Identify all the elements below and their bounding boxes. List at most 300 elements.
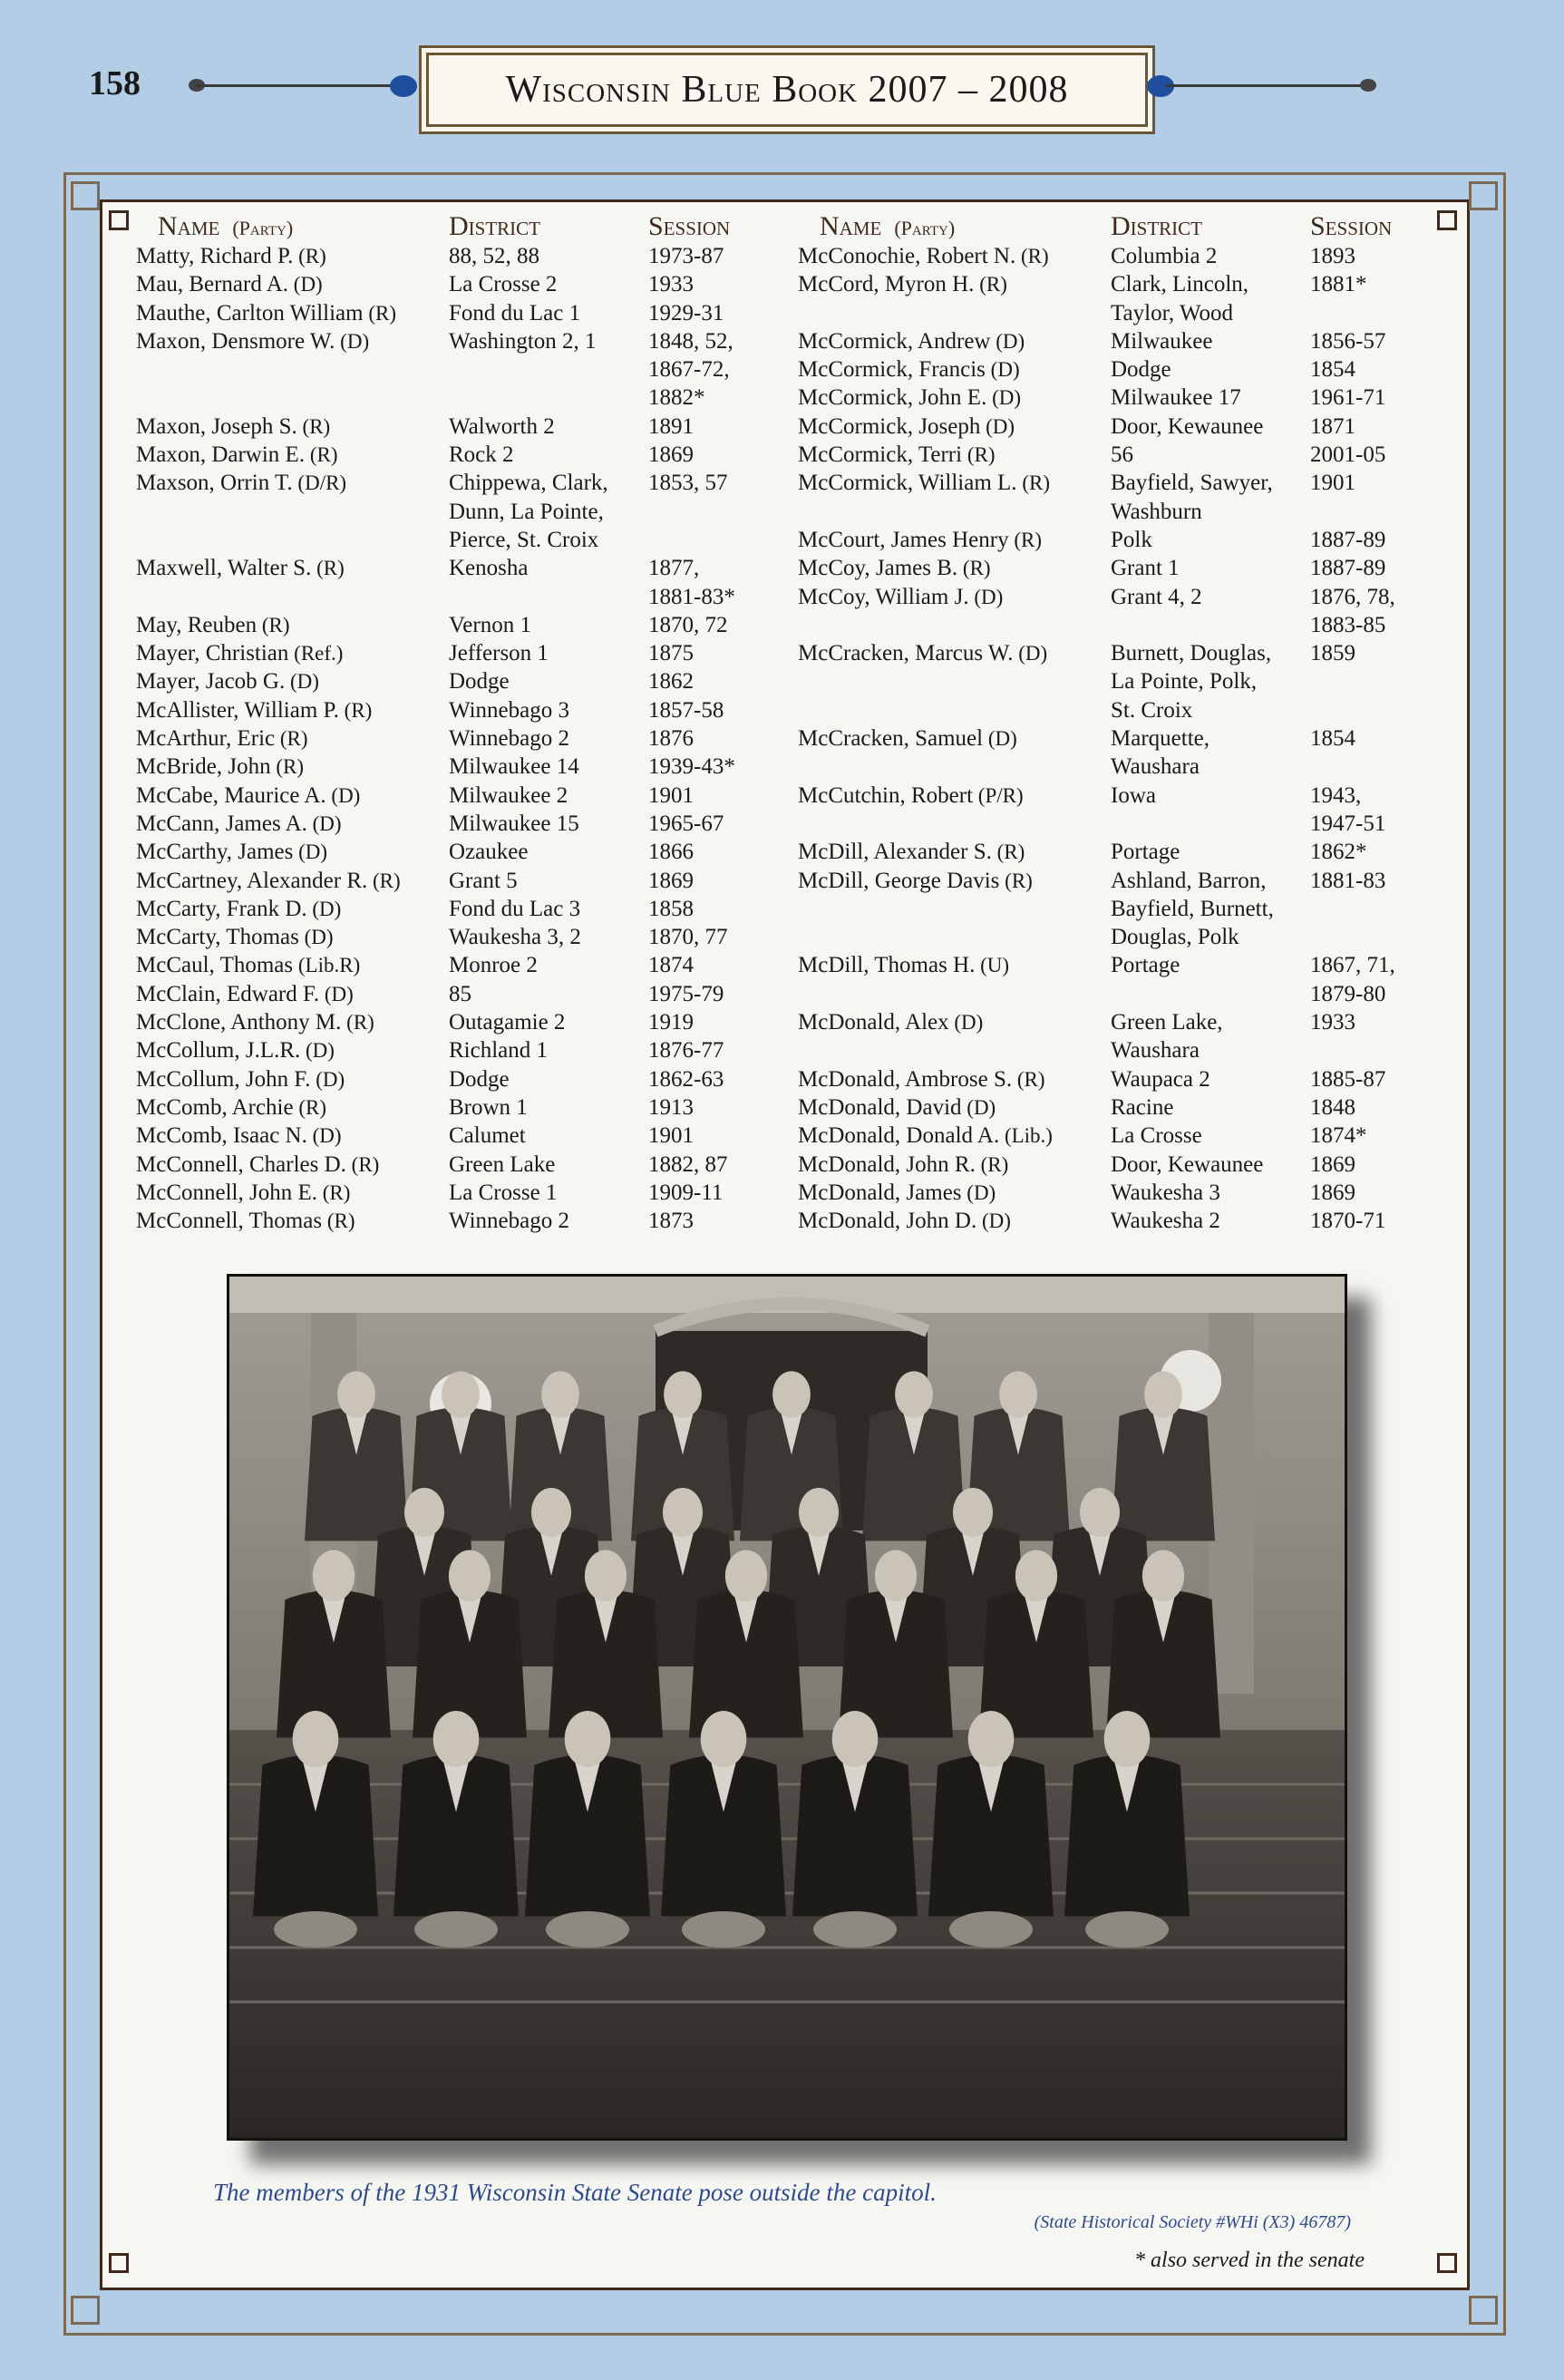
header-session: Session (1310, 211, 1393, 241)
district: Milwaukee 15 (449, 811, 579, 836)
table-row (136, 1151, 762, 1179)
session: 1973-87 (648, 244, 724, 268)
session: 1893 (1310, 244, 1355, 268)
table-row (136, 951, 762, 979)
session: 1876-77 (648, 1038, 724, 1064)
party: (R) (317, 1180, 351, 1204)
legislator-name: McCormick, Terri (R) (798, 442, 996, 468)
table-row (136, 1008, 762, 1036)
frame-corner (71, 2296, 100, 2325)
party: (R) (1012, 1067, 1045, 1091)
session: 1870, 77 (648, 925, 728, 950)
header-district: District (449, 211, 540, 241)
legislator-name: McCabe, Maurice A. (D) (136, 782, 361, 808)
table-row (798, 327, 1423, 355)
legislator-name: McCormick, Joseph (D) (798, 413, 1015, 439)
party: (D) (335, 329, 370, 353)
district: Waukesha 3, 2 (449, 925, 581, 950)
photo-caption: The members of the 1931 Wisconsin State Senate pose outside the capitol. (213, 2179, 937, 2206)
session: 1854 (1310, 726, 1355, 752)
session: 1869 (648, 442, 694, 468)
district: Columbia 2 (1111, 244, 1218, 268)
session: 1891 (648, 413, 694, 439)
legislator-name: Maxwell, Walter S. (R) (136, 556, 345, 581)
table-row (798, 639, 1423, 724)
session: 1929-31 (648, 300, 724, 325)
party: (R) (974, 273, 1007, 296)
table-row (798, 554, 1423, 582)
party: (D) (976, 1209, 1011, 1233)
party: (D) (285, 670, 319, 694)
session: 1901 (648, 782, 694, 808)
legislator-name: McCormick, William L. (R) (798, 471, 1050, 496)
table-row (136, 441, 762, 469)
district: Milwaukee 17 (1111, 385, 1241, 411)
session: 1901 (648, 1123, 694, 1149)
table-row (798, 441, 1423, 469)
table-row (136, 327, 762, 413)
panel-corner (1437, 210, 1457, 230)
session: 1848, 52, 1867-72, 1882* (648, 328, 733, 411)
legislator-name: Mau, Bernard A. (D) (136, 272, 323, 297)
district: Iowa (1111, 782, 1156, 808)
session: 1933 (648, 272, 694, 297)
district: Grant 5 (449, 868, 518, 893)
session: 1961-71 (1310, 385, 1386, 411)
district: Waukesha 3 (1111, 1180, 1220, 1205)
table-header (136, 204, 762, 242)
party: (D) (298, 926, 334, 949)
district: Grant 1 (1111, 556, 1180, 581)
table-row (798, 1151, 1423, 1179)
session: 1869 (1310, 1180, 1355, 1205)
session: 1853, 57 (648, 471, 728, 496)
district: La Crosse 1 (449, 1180, 558, 1205)
session: 1933 (1310, 1010, 1355, 1035)
district: Portage (1111, 953, 1180, 978)
party: (D) (948, 1011, 984, 1035)
district: Burnett, Douglas, La Pointe, Polk, St. Croix (1111, 641, 1272, 723)
district: Ashland, Barron, Bayfield, Burnett, Douglas, Polk (1111, 868, 1274, 950)
legislator-name: McCollum, J.L.R. (D) (136, 1038, 335, 1064)
party: (D/R) (292, 471, 347, 495)
legislator-name: McDill, George Davis (R) (798, 868, 1033, 893)
table-rows-left (136, 242, 762, 1235)
legislator-name: McCourt, James Henry (R) (798, 527, 1043, 552)
legislator-name: McCaul, Thomas (Lib.R) (136, 953, 361, 978)
legislator-name: McConnell, Thomas (R) (136, 1209, 355, 1234)
session: 1876, 78, 1883-85 (1310, 584, 1395, 637)
table-row (136, 895, 762, 923)
district: Polk (1111, 527, 1152, 552)
table-row (798, 1093, 1423, 1122)
table-row (798, 242, 1423, 270)
page-number: 158 (89, 64, 141, 102)
party: (D) (961, 1180, 996, 1204)
table-row (136, 1093, 762, 1122)
party: (D) (985, 358, 1020, 382)
legislator-name: McConnell, John E. (R) (136, 1180, 351, 1205)
session: 1871 (1310, 413, 1355, 439)
table-row (136, 413, 762, 441)
header-party: (Party) (894, 217, 956, 239)
legislator-name: McClain, Edward F. (D) (136, 981, 354, 1006)
session: 1887-89 (1310, 556, 1386, 581)
table-column-left (136, 204, 762, 1235)
district: Milwaukee 14 (449, 754, 579, 780)
legislator-name: McDonald, John D. (D) (798, 1209, 1011, 1234)
table-row (136, 923, 762, 951)
table-row (798, 1122, 1423, 1150)
header-rule-left (195, 84, 399, 87)
party: (P/R) (973, 783, 1024, 807)
session: 1887-89 (1310, 527, 1386, 552)
header-name: Name (820, 211, 882, 241)
legislator-name: McDill, Alexander S. (R) (798, 840, 1025, 865)
district: Ozaukee (449, 840, 529, 865)
district: Grant 4, 2 (1111, 584, 1202, 609)
party: (D) (319, 982, 354, 1005)
table-row (136, 667, 762, 695)
district: Walworth 2 (449, 413, 555, 439)
header-district: District (1111, 211, 1202, 241)
party: (D) (306, 811, 342, 835)
session: 1869 (648, 868, 694, 893)
legislator-name: McBride, John (R) (136, 754, 305, 780)
legislator-name: Mayer, Christian (Ref.) (136, 641, 344, 666)
legislator-name: McDonald, Donald A. (Lib.) (798, 1123, 1053, 1149)
party: (R) (975, 1152, 1009, 1176)
frame-corner (1469, 2296, 1498, 2325)
session: 1862 (648, 669, 694, 695)
table-row (136, 554, 762, 611)
district: Door, Kewaunee (1111, 1151, 1264, 1177)
district: La Crosse (1111, 1123, 1202, 1149)
district: Milwaukee (1111, 328, 1213, 354)
session: 1939-43* (648, 754, 735, 780)
legislator-name: McCracken, Marcus W. (D) (798, 641, 1048, 666)
legislator-name: McCormick, John E. (D) (798, 385, 1022, 411)
session: 1856-57 (1310, 328, 1386, 354)
legislator-name: Maxson, Orrin T. (D/R) (136, 471, 347, 496)
table-row (798, 838, 1423, 866)
party: (R) (275, 727, 308, 751)
session: 1965-67 (648, 811, 724, 836)
district: Marquette, Waushara (1111, 726, 1209, 780)
party: (R) (270, 755, 305, 779)
party: (R) (311, 557, 345, 580)
district: Kenosha (449, 556, 529, 581)
party: (R) (257, 613, 290, 636)
legislator-name: McCormick, Francis (D) (798, 357, 1020, 383)
legislator-name: Mayer, Jacob G. (D) (136, 669, 319, 695)
party: (R) (296, 414, 331, 438)
legislator-name: McCollum, John F. (D) (136, 1066, 345, 1092)
district: Richland 1 (449, 1038, 549, 1064)
table-row (798, 951, 1423, 1008)
party: (R) (999, 869, 1033, 892)
panel-corner (109, 2253, 129, 2273)
session: 1919 (648, 1010, 694, 1035)
party: (R) (293, 245, 326, 267)
legislator-name: McDonald, Ambrose S. (R) (798, 1066, 1045, 1092)
legislator-name: McCartney, Alexander R. (R) (136, 868, 401, 893)
party: (D) (300, 1039, 335, 1063)
photo-credit: (State Historical Society #WHi (X3) 46787) (1034, 2212, 1351, 2232)
district: Winnebago 2 (449, 1209, 569, 1234)
table-row (136, 299, 762, 327)
session: 1859 (1310, 641, 1355, 666)
session: 1881* (1310, 272, 1367, 297)
party: (R) (1008, 528, 1043, 551)
party: (R) (363, 301, 396, 325)
hat (1085, 1911, 1169, 1948)
table-row (136, 611, 762, 639)
party: (Ref.) (288, 642, 344, 665)
session: 1866 (648, 840, 694, 865)
table-row (136, 1036, 762, 1064)
session: 1975-79 (648, 981, 724, 1006)
district: Winnebago 3 (449, 697, 569, 723)
table-row (136, 696, 762, 724)
table-row (136, 1179, 762, 1207)
panel-corner (1437, 2253, 1457, 2273)
rule-end-dot (1360, 79, 1376, 92)
table-row (798, 1008, 1423, 1065)
legislator-name: McCoy, William J. (D) (798, 584, 1004, 609)
legislator-name: McDonald, James (D) (798, 1180, 996, 1205)
table-row (136, 980, 762, 1008)
table-row (136, 1122, 762, 1150)
district: Bayfield, Sawyer, Washburn (1111, 471, 1273, 524)
district: Racine (1111, 1094, 1174, 1120)
table-row (136, 782, 762, 810)
table-row (136, 270, 762, 298)
session: 1854 (1310, 357, 1355, 383)
party: (R) (962, 443, 996, 467)
legislator-name: Maxon, Darwin E. (R) (136, 442, 338, 468)
table-row (136, 1207, 762, 1235)
legislator-name: McConochie, Robert N. (R) (798, 244, 1049, 268)
table-row (136, 1065, 762, 1093)
district: Green Lake (449, 1151, 556, 1177)
header-session: Session (648, 211, 731, 241)
table-header (798, 204, 1423, 242)
legislator-name: Maxon, Joseph S. (R) (136, 413, 331, 439)
district: Portage (1111, 840, 1180, 865)
hat (682, 1911, 765, 1948)
book-title: Wisconsin Blue Book 2007 – 2008 (426, 53, 1148, 127)
legislator-name: McClone, Anthony M. (R) (136, 1010, 374, 1035)
table-row (798, 355, 1423, 384)
table-row (798, 469, 1423, 526)
legislator-name: McCarty, Frank D. (D) (136, 896, 342, 921)
footnote: * also served in the senate (1134, 2249, 1365, 2272)
table-row (136, 724, 762, 753)
table-row (798, 384, 1423, 412)
table-row (798, 270, 1423, 327)
legislator-name: McComb, Archie (R) (136, 1094, 327, 1120)
session: 1885-87 (1310, 1066, 1386, 1092)
legislator-name: Maxon, Densmore W. (D) (136, 328, 370, 354)
session: 1862* (1310, 840, 1367, 865)
session: 1877, 1881-83* (648, 556, 735, 609)
legislator-name: Matty, Richard P. (R) (136, 244, 326, 268)
table-row (136, 810, 762, 838)
party: (D) (986, 386, 1022, 410)
party: (D) (961, 1095, 996, 1119)
table-row (798, 867, 1423, 952)
district: Rock 2 (449, 442, 514, 468)
session: 2001-05 (1310, 442, 1386, 468)
party: (R) (322, 1209, 355, 1233)
table-row (798, 782, 1423, 839)
header-rule-right (1165, 84, 1369, 87)
table-row (136, 753, 762, 781)
party: (D) (325, 783, 361, 807)
header-name: Name (158, 211, 220, 241)
frame-corner (71, 181, 100, 210)
party: (Lib.) (999, 1124, 1053, 1148)
party: (R) (345, 1152, 380, 1176)
hat (949, 1911, 1033, 1948)
session: 1901 (1310, 471, 1355, 496)
legislator-name: McDonald, David (D) (798, 1094, 996, 1120)
table-row (798, 526, 1423, 554)
legislator-name: McArthur, Eric (R) (136, 726, 308, 752)
party: (R) (338, 698, 373, 722)
party: (D) (288, 273, 323, 296)
party: (R) (305, 443, 338, 467)
session: 1870-71 (1310, 1209, 1386, 1234)
frame-corner (1469, 181, 1498, 210)
party: (D) (306, 1124, 342, 1148)
district: Outagamie 2 (449, 1010, 566, 1035)
header-party: (Party) (232, 217, 294, 239)
district: Waupaca 2 (1111, 1066, 1210, 1092)
legislator-table (136, 204, 1423, 1235)
legislator-name: McComb, Isaac N. (D) (136, 1123, 342, 1149)
district: Dodge (449, 1066, 510, 1092)
table-row (798, 583, 1423, 640)
hat (414, 1911, 498, 1948)
party: (R) (991, 840, 1025, 864)
session: 1848 (1310, 1094, 1355, 1120)
session: 1881-83 (1310, 868, 1386, 893)
session: 1862-63 (648, 1066, 724, 1092)
session: 1873 (648, 1209, 694, 1234)
district: 85 (449, 981, 471, 1006)
party: (D) (293, 840, 328, 864)
district: Calumet (449, 1123, 526, 1149)
legislator-name: McDonald, Alex (D) (798, 1010, 984, 1035)
table-row (798, 413, 1423, 441)
session: 1874 (648, 953, 694, 978)
district: Washington 2, 1 (449, 328, 597, 354)
panel-corner (109, 210, 129, 230)
district: Milwaukee 2 (449, 782, 568, 808)
session: 1858 (648, 896, 694, 921)
legislator-name: McCoy, James B. (R) (798, 556, 991, 581)
district: Chippewa, Clark, Dunn, La Pointe, Pierce, St. Croix (449, 471, 608, 552)
party: (R) (293, 1095, 327, 1119)
session: 1876 (648, 726, 694, 752)
legislator-name: McAllister, William P. (R) (136, 697, 373, 723)
district: Vernon 1 (449, 612, 531, 637)
party: (D) (1013, 642, 1048, 665)
legislator-name: McDill, Thomas H. (U) (798, 953, 1010, 978)
party: (R) (1015, 245, 1049, 267)
district: Winnebago 2 (449, 726, 569, 752)
party: (D) (968, 585, 1004, 608)
party: (D) (306, 897, 342, 920)
district: Clark, Lincoln, Taylor, Wood (1111, 272, 1249, 325)
table-row (798, 1207, 1423, 1235)
district: Dodge (449, 669, 510, 695)
table-row (136, 242, 762, 270)
session: 1867, 71, 1879-80 (1310, 953, 1395, 1006)
legislator-name: May, Reuben (R) (136, 612, 290, 637)
table-row (136, 639, 762, 667)
table-row (136, 867, 762, 895)
session: 1874* (1310, 1123, 1367, 1149)
legislator-name: McCarty, Thomas (D) (136, 925, 334, 950)
district: Waukesha 2 (1111, 1209, 1220, 1234)
legislator-name: McCutchin, Robert (P/R) (798, 782, 1024, 808)
hat (274, 1911, 357, 1948)
party: (D) (983, 727, 1017, 751)
legislator-name: McCord, Myron H. (R) (798, 272, 1007, 297)
legislator-name: McCarthy, James (D) (136, 840, 328, 865)
district: Fond du Lac 3 (449, 896, 581, 921)
session: 1875 (648, 641, 694, 666)
table-row (136, 838, 762, 866)
photo-illustration (229, 1277, 1345, 2138)
party: (R) (367, 869, 401, 892)
district: Door, Kewaunee (1111, 413, 1264, 439)
party: (R) (957, 557, 991, 580)
legislator-name: McConnell, Charles D. (R) (136, 1151, 380, 1177)
district: La Crosse 2 (449, 272, 558, 297)
legislator-name: McCormick, Andrew (D) (798, 328, 1025, 354)
table-row (798, 724, 1423, 782)
party: (Lib.R) (293, 954, 361, 977)
session: 1870, 72 (648, 612, 728, 637)
party: (D) (990, 329, 1025, 353)
party: (D) (310, 1067, 345, 1091)
legislator-name: McCann, James A. (D) (136, 811, 342, 836)
district: Green Lake, Waushara (1111, 1010, 1223, 1064)
session: 1869 (1310, 1151, 1355, 1177)
party: (D) (980, 414, 1015, 438)
table-row (136, 469, 762, 554)
district: Monroe 2 (449, 953, 538, 978)
district: Jefferson 1 (449, 641, 549, 666)
party: (R) (341, 1011, 374, 1035)
hat (813, 1911, 897, 1948)
district: 56 (1111, 442, 1133, 468)
rule-ornament-dot (390, 75, 417, 97)
table-row (798, 1065, 1423, 1093)
table-row (798, 1179, 1423, 1207)
table-column-right (798, 204, 1423, 1235)
legislator-name: Mauthe, Carlton William (R) (136, 300, 396, 325)
district: Fond du Lac 1 (449, 300, 581, 325)
session: 1943, 1947-51 (1310, 782, 1386, 836)
legislator-name: McCracken, Samuel (D) (798, 726, 1017, 752)
session: 1913 (648, 1094, 694, 1120)
district: Brown 1 (449, 1094, 528, 1120)
